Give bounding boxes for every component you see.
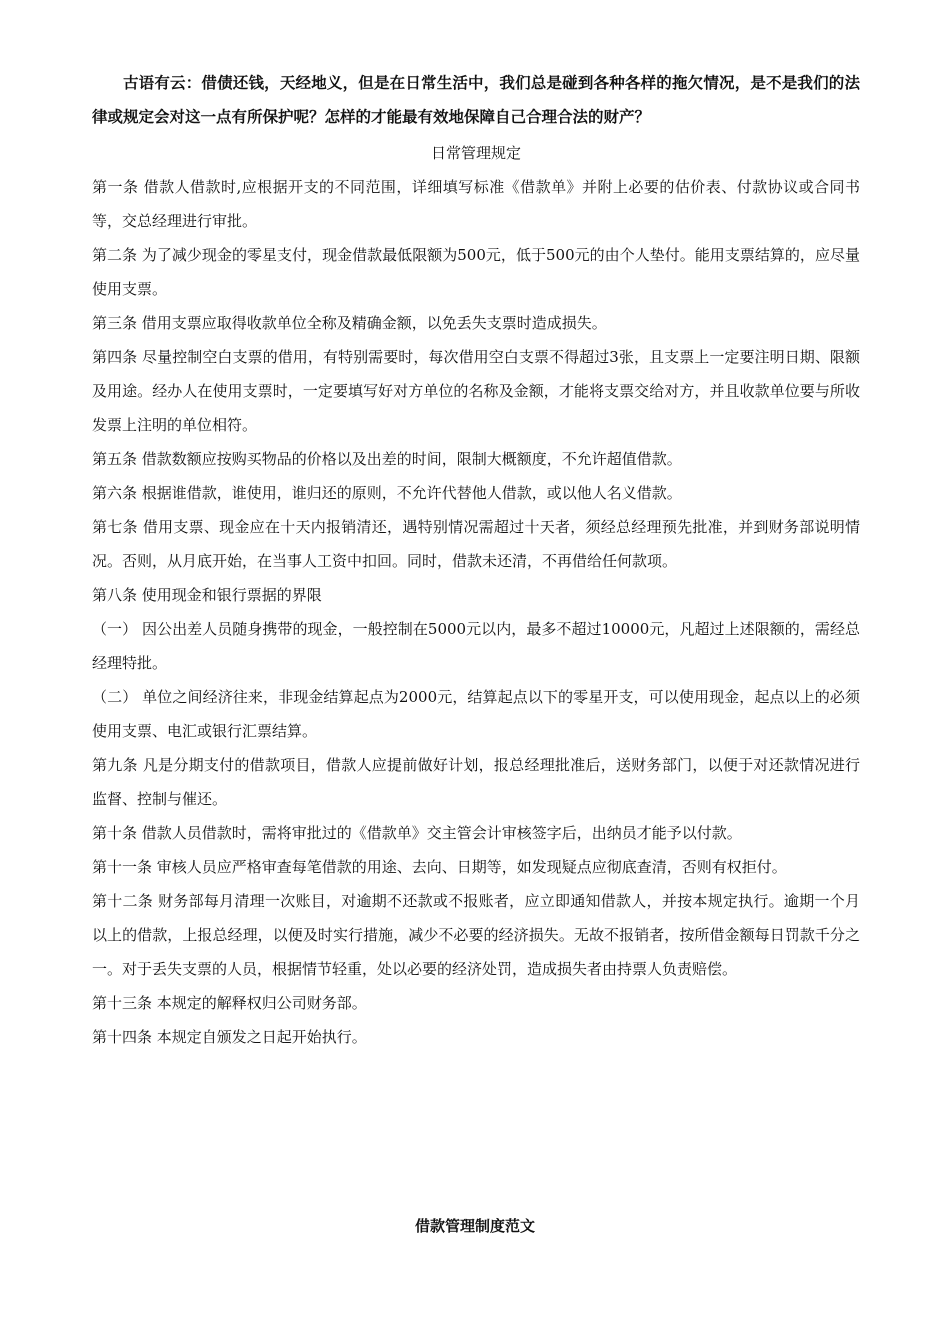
article-7: 第七条 借用支票、现金应在十天内报销清还，遇特别情况需超过十天者，须经总经理预先批准，并到财务部说明情况。否则，从月底开始，在当事人工资中扣回。同时，借款未还清，不再借给任何款项。 [92, 518, 860, 570]
intro-paragraph: 古语有云：借债还钱，天经地义，但是在日常生活中，我们总是碰到各种各样的拖欠情况，是不是我们的法律或规定会对这一点有所保护呢？怎样的才能最有效地保障自己合理合法的财产？ [92, 73, 860, 126]
article-8-item-2: （二） 单位之间经济往来，非现金结算起点为2000元，结算起点以下的零星开支，可以使用现金，起点以上的必须使用支票、电汇或银行汇票结算。 [92, 688, 860, 740]
footer-title: 借款管理制度范文 [414, 1217, 535, 1235]
article-4: 第四条 尽量控制空白支票的借用，有特别需要时，每次借用空白支票不得超过3张，且支票上一定要注明日期、限额及用途。经办人在使用支票时，一定要填写好对方单位的名称及金额，才能将支票交给对方，并且收款单位要与所收发票上注明的单位相符。 [92, 348, 860, 434]
article-12: 第十二条 财务部每月清理一次账目，对逾期不还款或不报账者，应立即通知借款人，并按本规定执行。逾期一个月以上的借款，上报总经理，以便及时实行措施，减少不必要的经济损失。无故不报销者，按所借金额每日罚款千分之一。对于丢失支票的人员，根据情节轻重，处以必要的经济处罚，造成损失者由持票人负责赔偿。 [92, 892, 860, 978]
article-1: 第一条 借款人借款时,应根据开支的不同范围，详细填写标准《借款单》并附上必要的估价表、付款协议或合同书等，交总经理进行审批。 [92, 178, 860, 230]
article-14: 第十四条 本规定自颁发之日起开始执行。 [92, 1028, 367, 1046]
article-6: 第六条 根据谁借款，谁使用，谁归还的原则，不允许代替他人借款，或以他人名义借款。 [92, 484, 682, 502]
article-5: 第五条 借款数额应按购买物品的价格以及出差的时间，限制大概额度，不允许超值借款。 [92, 450, 682, 468]
article-3: 第三条 借用支票应取得收款单位全称及精确金额，以免丢失支票时造成损失。 [92, 314, 607, 332]
article-8: 第八条 使用现金和银行票据的界限 [92, 586, 322, 604]
article-9: 第九条 凡是分期支付的借款项目，借款人应提前做好计划，报总经理批准后，送财务部门，以便于对还款情况进行监督、控制与催还。 [92, 756, 860, 808]
section-heading: 日常管理规定 [430, 144, 521, 162]
article-8-item-1: （一） 因公出差人员随身携带的现金，一般控制在5000元以内，最多不超过10000元，凡超过上述限额的，需经总经理特批。 [92, 620, 860, 672]
article-13: 第十三条 本规定的解释权归公司财务部。 [92, 994, 367, 1012]
article-2: 第二条 为了减少现金的零星支付，现金借款最低限额为500元，低于500元的由个人垫付。能用支票结算的，应尽量使用支票。 [92, 246, 860, 298]
article-11: 第十一条 审核人员应严格审查每笔借款的用途、去向、日期等，如发现疑点应彻底查清，否则有权拒付。 [92, 858, 787, 876]
article-10: 第十条 借款人员借款时，需将审批过的《借款单》交主管会计审核签字后，出纳员才能予以付款。 [92, 824, 742, 842]
